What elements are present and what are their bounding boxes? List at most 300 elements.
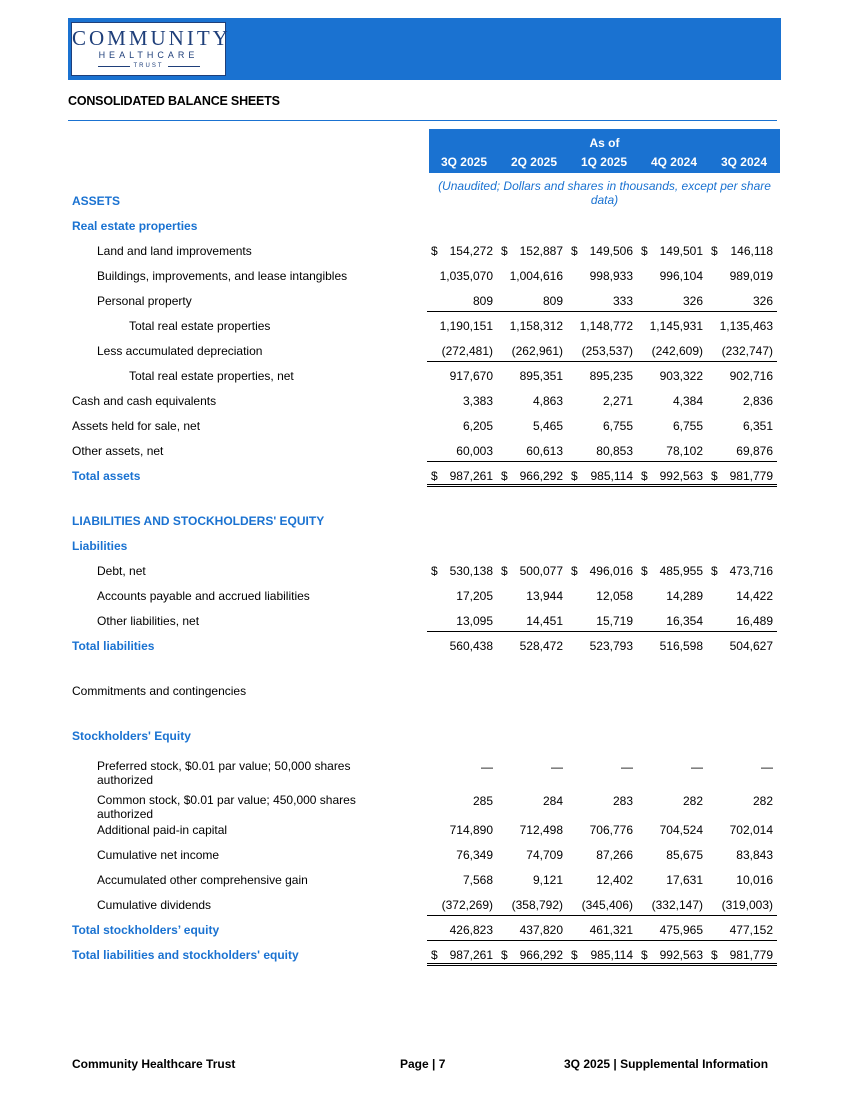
page-title: CONSOLIDATED BALANCE SHEETS: [68, 94, 280, 108]
column-header: 4Q 2024: [650, 155, 698, 169]
cell-value: 149,501: [659, 244, 703, 258]
cell-value: 704,524: [659, 823, 703, 837]
value-cell: [427, 948, 497, 966]
value-cell: [497, 344, 567, 362]
value-cell: [567, 419, 637, 437]
value-cell: [567, 898, 637, 916]
value-cell: [637, 469, 707, 487]
value-cell: [637, 369, 707, 387]
cell-value: 282: [682, 794, 703, 808]
cell-value: 1,158,312: [509, 319, 563, 333]
value-cell: [497, 419, 567, 437]
cell-value: 530,138: [449, 564, 493, 578]
table-row: [68, 369, 780, 387]
cell-value: 985,114: [590, 469, 633, 483]
cell-value: 17,631: [666, 873, 703, 887]
cell-value: —: [551, 760, 563, 774]
table-row: [68, 759, 780, 787]
cell-value: 473,716: [729, 564, 773, 578]
row-label: Assets held for sale, net: [72, 419, 201, 433]
value-cell: [707, 294, 777, 312]
value-cell: [707, 639, 777, 657]
row-label: Total assets: [72, 469, 141, 483]
cell-value: 706,776: [589, 823, 633, 837]
cell-value: (358,792): [511, 898, 563, 912]
row-label: Total liabilities: [72, 639, 155, 653]
cell-value: 809: [542, 294, 563, 308]
value-cell: [497, 639, 567, 657]
value-cell: [427, 564, 497, 582]
value-cell: [567, 589, 637, 607]
cell-value: 10,016: [736, 873, 773, 887]
cell-value: (332,147): [651, 898, 703, 912]
cell-value: 13,944: [526, 589, 563, 603]
value-cell: [497, 244, 567, 262]
cell-value: 76,349: [456, 848, 493, 862]
value-cell: [637, 444, 707, 462]
cell-value: (372,269): [441, 898, 493, 912]
value-cell: [707, 823, 777, 841]
table-row: [68, 684, 780, 702]
table-row: [68, 294, 780, 312]
cell-value: 985,114: [590, 948, 633, 962]
cell-value: 1,190,151: [439, 319, 493, 333]
value-cell: [707, 444, 777, 462]
value-cell: [427, 319, 497, 337]
value-cell: [637, 344, 707, 362]
value-cell: [637, 873, 707, 891]
value-cell: [427, 394, 497, 412]
column-header: 1Q 2025: [580, 155, 628, 169]
table-row: [68, 729, 780, 747]
table-row: [68, 444, 780, 462]
value-cell: [637, 848, 707, 866]
value-cell: [427, 848, 497, 866]
cell-value: 80,853: [596, 444, 633, 458]
value-cell: [497, 873, 567, 891]
value-cell: [567, 244, 637, 262]
value-cell: [567, 469, 637, 487]
dollar-sign: $: [571, 469, 578, 483]
cell-value: 966,292: [519, 948, 563, 962]
value-cell: [497, 269, 567, 287]
value-cell: [497, 589, 567, 607]
value-cell: [427, 589, 497, 607]
value-cell: [707, 760, 777, 778]
cell-value: 6,755: [602, 419, 633, 433]
value-cell: [707, 469, 777, 487]
value-cell: [427, 469, 497, 487]
cell-value: 714,890: [449, 823, 493, 837]
cell-value: 152,887: [519, 244, 563, 258]
dollar-sign: $: [431, 469, 438, 483]
dollar-sign: $: [571, 564, 578, 578]
cell-value: 9,121: [532, 873, 563, 887]
value-cell: [427, 419, 497, 437]
table-row: [68, 269, 780, 287]
value-cell: [427, 294, 497, 312]
table-row: [68, 848, 780, 866]
row-label: Accumulated other comprehensive gain: [97, 873, 308, 887]
value-cell: [707, 948, 777, 966]
value-cell: [497, 564, 567, 582]
cell-value: 14,289: [666, 589, 703, 603]
cell-value: 284: [542, 794, 563, 808]
value-cell: [567, 614, 637, 632]
logo-sub-text: HEALTHCARE: [98, 50, 199, 60]
dollar-sign: $: [571, 244, 578, 258]
table-row: [68, 514, 780, 532]
cell-value: 326: [682, 294, 703, 308]
cell-value: 14,451: [526, 614, 563, 628]
table-row: [68, 948, 780, 966]
dollar-sign: $: [711, 948, 718, 962]
value-cell: [567, 760, 637, 778]
value-cell: [637, 948, 707, 966]
dollar-sign: $: [431, 244, 438, 258]
value-cell: [637, 760, 707, 778]
dollar-sign: $: [711, 244, 718, 258]
value-cell: [497, 444, 567, 462]
cell-value: 7,568: [462, 873, 493, 887]
cell-value: 4,863: [532, 394, 563, 408]
value-cell: [707, 794, 777, 812]
cell-value: 282: [752, 794, 773, 808]
value-cell: [637, 319, 707, 337]
row-label: Liabilities: [72, 539, 128, 553]
row-label: Cash and cash equivalents: [72, 394, 217, 408]
dollar-sign: $: [641, 244, 648, 258]
row-label: Other assets, net: [72, 444, 164, 458]
cell-value: 6,351: [742, 419, 773, 433]
footer-company: Community Healthcare Trust: [72, 1057, 236, 1071]
value-cell: [567, 269, 637, 287]
cell-value: 895,351: [519, 369, 563, 383]
row-label: Buildings, improvements, and lease intangibles: [97, 269, 348, 283]
cell-value: 989,019: [729, 269, 773, 283]
logo-divider-left: [98, 66, 130, 67]
cell-value: 1,135,463: [719, 319, 773, 333]
table-row: [68, 639, 780, 657]
cell-value: 3,383: [462, 394, 493, 408]
value-cell: [497, 319, 567, 337]
cell-value: 4,384: [672, 394, 703, 408]
value-cell: [637, 564, 707, 582]
dollar-sign: $: [501, 244, 508, 258]
value-cell: [637, 294, 707, 312]
value-cell: [567, 564, 637, 582]
row-label: Accounts payable and accrued liabilities: [97, 589, 310, 603]
cell-value: 1,004,616: [509, 269, 563, 283]
value-cell: [497, 848, 567, 866]
value-cell: [427, 344, 497, 362]
value-cell: [497, 369, 567, 387]
logo-divider-right: [168, 66, 200, 67]
dollar-sign: $: [501, 469, 508, 483]
column-header: 3Q 2024: [720, 155, 768, 169]
cell-value: 149,506: [589, 244, 633, 258]
table-row: [68, 319, 780, 337]
table-row: [68, 194, 780, 212]
value-cell: [497, 823, 567, 841]
table-row: [68, 823, 780, 841]
value-cell: [707, 319, 777, 337]
value-cell: [567, 639, 637, 657]
table-row: [68, 539, 780, 557]
cell-value: 981,779: [729, 948, 773, 962]
cell-value: —: [621, 760, 633, 774]
value-cell: [567, 344, 637, 362]
cell-value: 895,235: [589, 369, 633, 383]
cell-value: 504,627: [729, 639, 773, 653]
cell-value: 809: [472, 294, 493, 308]
cell-value: 285: [472, 794, 493, 808]
footer-page-number: Page | 7: [400, 1057, 446, 1071]
units-note: (Unaudited; Dollars and shares in thousands, except per share data): [438, 179, 771, 207]
row-label: Cumulative net income: [97, 848, 220, 862]
cell-value: 1,148,772: [579, 319, 633, 333]
cell-value: 902,716: [729, 369, 773, 383]
cell-value: 966,292: [519, 469, 563, 483]
cell-value: 17,205: [456, 589, 493, 603]
row-label: Land and land improvements: [97, 244, 252, 258]
value-cell: [427, 444, 497, 462]
cell-value: 326: [752, 294, 773, 308]
cell-value: 16,354: [666, 614, 703, 628]
cell-value: 87,266: [596, 848, 633, 862]
dollar-sign: $: [501, 564, 508, 578]
cell-value: (253,537): [581, 344, 633, 358]
row-label: Debt, net: [97, 564, 146, 578]
cell-value: (319,003): [721, 898, 773, 912]
cell-value: 500,077: [519, 564, 563, 578]
cell-value: (232,747): [721, 344, 773, 358]
logo-trust-text: TRUST: [133, 63, 164, 69]
cell-value: 60,003: [456, 444, 493, 458]
title-divider: [68, 120, 777, 121]
cell-value: 461,321: [589, 923, 633, 937]
cell-value: 426,823: [449, 923, 493, 937]
dollar-sign: $: [431, 948, 438, 962]
row-label: Additional paid-in capital: [97, 823, 228, 837]
company-logo: [71, 22, 231, 76]
table-row: [68, 923, 780, 941]
value-cell: [427, 923, 497, 941]
value-cell: [497, 948, 567, 966]
table-row: [68, 873, 780, 891]
table-row: [68, 419, 780, 437]
cell-value: 560,438: [449, 639, 493, 653]
cell-value: 496,016: [589, 564, 633, 578]
cell-value: 60,613: [526, 444, 563, 458]
value-cell: [427, 369, 497, 387]
value-cell: [707, 269, 777, 287]
cell-value: —: [691, 760, 703, 774]
cell-value: 485,955: [659, 564, 703, 578]
table-row: [68, 244, 780, 262]
cell-value: 146,118: [730, 244, 773, 258]
value-cell: [637, 244, 707, 262]
cell-value: 14,422: [736, 589, 773, 603]
value-cell: [427, 614, 497, 632]
cell-value: (242,609): [651, 344, 703, 358]
value-cell: [637, 923, 707, 941]
value-cell: [427, 244, 497, 262]
row-label: ASSETS: [72, 194, 121, 208]
dollar-sign: $: [501, 948, 508, 962]
value-cell: [637, 394, 707, 412]
value-cell: [497, 898, 567, 916]
column-header: 2Q 2025: [510, 155, 558, 169]
cell-value: 16,489: [736, 614, 773, 628]
value-cell: [427, 823, 497, 841]
header-banner: [68, 18, 781, 80]
cell-value: 475,965: [659, 923, 703, 937]
cell-value: 69,876: [736, 444, 773, 458]
dollar-sign: $: [641, 469, 648, 483]
value-cell: [567, 319, 637, 337]
cell-value: 702,014: [729, 823, 773, 837]
cell-value: 85,675: [666, 848, 703, 862]
dollar-sign: $: [711, 469, 718, 483]
cell-value: 74,709: [526, 848, 563, 862]
cell-value: 998,933: [589, 269, 633, 283]
cell-value: 154,272: [449, 244, 493, 258]
cell-value: 1,145,931: [649, 319, 703, 333]
cell-value: (345,406): [581, 898, 633, 912]
column-header: 3Q 2025: [440, 155, 488, 169]
value-cell: [567, 948, 637, 966]
dollar-sign: $: [711, 564, 718, 578]
cell-value: 987,261: [449, 469, 493, 483]
dollar-sign: $: [641, 948, 648, 962]
value-cell: [637, 614, 707, 632]
cell-value: 981,779: [729, 469, 773, 483]
table-row: [68, 219, 780, 237]
value-cell: [637, 419, 707, 437]
row-label: LIABILITIES AND STOCKHOLDERS' EQUITY: [72, 514, 325, 528]
cell-value: 283: [612, 794, 633, 808]
value-cell: [427, 269, 497, 287]
value-cell: [567, 794, 637, 812]
value-cell: [707, 369, 777, 387]
logo-main-text: COMMUNITY: [72, 26, 231, 50]
logo-trust-row: [72, 62, 225, 70]
cell-value: 2,836: [742, 394, 773, 408]
cell-value: 477,152: [729, 923, 773, 937]
cell-value: 13,095: [456, 614, 493, 628]
cell-value: 528,472: [519, 639, 563, 653]
as-of-label: As of: [589, 136, 620, 150]
cell-value: —: [761, 760, 773, 774]
row-label: Total stockholders’ equity: [72, 923, 220, 937]
cell-value: 333: [612, 294, 633, 308]
cell-value: 78,102: [666, 444, 703, 458]
value-cell: [497, 760, 567, 778]
row-label: Total real estate properties: [129, 319, 271, 333]
footer-report-title: 3Q 2025 | Supplemental Information: [564, 1057, 769, 1071]
value-cell: [707, 923, 777, 941]
value-cell: [567, 444, 637, 462]
value-cell: [707, 873, 777, 891]
value-cell: [497, 614, 567, 632]
value-cell: [567, 394, 637, 412]
cell-value: (272,481): [441, 344, 493, 358]
value-cell: [637, 639, 707, 657]
table-row: [68, 564, 780, 582]
table-row: [68, 344, 780, 362]
value-cell: [637, 269, 707, 287]
value-cell: [427, 639, 497, 657]
cell-value: 6,205: [462, 419, 493, 433]
cell-value: 516,598: [659, 639, 703, 653]
row-label: Personal property: [97, 294, 192, 308]
row-label: Common stock, $0.01 par value; 450,000 shares authorized: [97, 793, 356, 821]
value-cell: [427, 873, 497, 891]
column-header-box: [429, 129, 780, 173]
value-cell: [707, 848, 777, 866]
value-cell: [497, 794, 567, 812]
table-row: [68, 589, 780, 607]
table-row: [68, 898, 780, 916]
cell-value: 903,322: [659, 369, 703, 383]
table-row: [68, 614, 780, 632]
row-label: Total real estate properties, net: [129, 369, 294, 383]
value-cell: [567, 823, 637, 841]
value-cell: [707, 344, 777, 362]
dollar-sign: $: [641, 564, 648, 578]
cell-value: 992,563: [659, 948, 703, 962]
value-cell: [497, 923, 567, 941]
value-cell: [707, 244, 777, 262]
value-cell: [427, 760, 497, 778]
value-cell: [707, 419, 777, 437]
value-cell: [637, 794, 707, 812]
value-cell: [707, 564, 777, 582]
cell-value: 12,402: [596, 873, 633, 887]
cell-value: (262,961): [511, 344, 563, 358]
table-row: [68, 394, 780, 412]
value-cell: [567, 848, 637, 866]
row-label: Less accumulated depreciation: [97, 344, 263, 358]
cell-value: —: [481, 760, 493, 774]
cell-value: 15,719: [596, 614, 633, 628]
cell-value: 6,755: [672, 419, 703, 433]
value-cell: [567, 369, 637, 387]
cell-value: 2,271: [602, 394, 633, 408]
cell-value: 712,498: [519, 823, 563, 837]
value-cell: [567, 923, 637, 941]
cell-value: 917,670: [449, 369, 493, 383]
row-label: Commitments and contingencies: [72, 684, 247, 698]
cell-value: 5,465: [532, 419, 563, 433]
cell-value: 1,035,070: [439, 269, 493, 283]
table-row: [68, 793, 780, 821]
row-label: Total liabilities and stockholders' equity: [72, 948, 299, 962]
value-cell: [637, 823, 707, 841]
cell-value: 437,820: [519, 923, 563, 937]
dollar-sign: $: [431, 564, 438, 578]
value-cell: [707, 614, 777, 632]
cell-value: 987,261: [449, 948, 493, 962]
value-cell: [567, 873, 637, 891]
row-label: Stockholders' Equity: [72, 729, 191, 743]
value-cell: [497, 394, 567, 412]
value-cell: [497, 469, 567, 487]
cell-value: 996,104: [659, 269, 703, 283]
value-cell: [497, 294, 567, 312]
table-row: [68, 469, 780, 487]
